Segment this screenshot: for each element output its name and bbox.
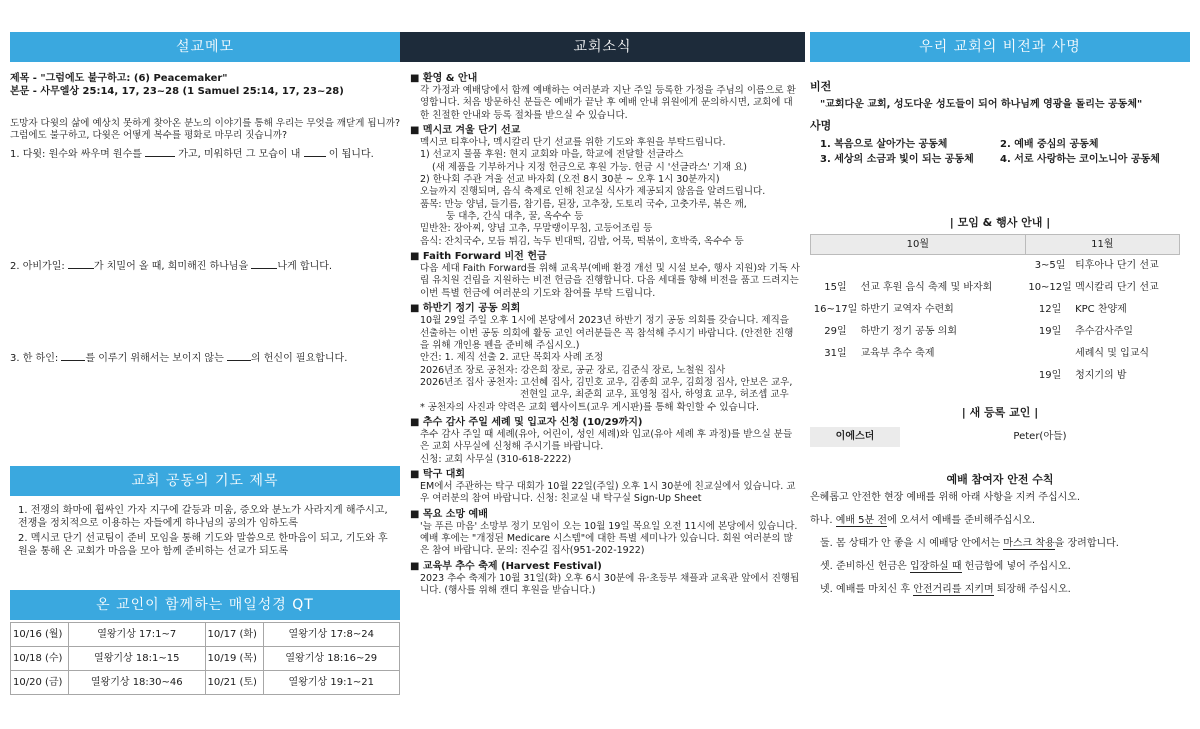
council-title: ■ 하반기 정기 공동 의회 bbox=[410, 303, 521, 315]
news-column bbox=[410, 70, 800, 597]
sermon-text: 본문 - 사무엘상 25:14, 17, 23~28 (1 Samuel 25:14, 17, 23~28) bbox=[10, 86, 344, 97]
vision-header: 우리 교회의 비전과 사명 bbox=[810, 32, 1190, 62]
events-title: | 모임 & 행사 안내 | bbox=[949, 215, 1051, 229]
prayer-list bbox=[10, 496, 400, 558]
event-name bbox=[861, 364, 1026, 386]
mexico-title: ■ 멕시코 겨울 단기 선교 bbox=[410, 125, 521, 137]
newmember-title: | 새 등록 교인 | bbox=[961, 406, 1039, 420]
news-header: 교회소식 bbox=[400, 32, 805, 62]
table-row bbox=[11, 623, 400, 647]
safety-title: 예배 참여자 안전 수칙 bbox=[946, 472, 1054, 486]
events-table bbox=[810, 234, 1180, 387]
newmember-row bbox=[810, 427, 1180, 447]
council-text: * 공천자의 사진과 약력은 교회 웹사이트(교우 게시판)를 통해 확인할 수 있습니다. bbox=[420, 401, 760, 413]
event-name: 티후아나 단기 선교 bbox=[1075, 260, 1159, 272]
event-date: 15일 bbox=[824, 281, 847, 293]
prayer-header: 교회 공동의 기도 제목 bbox=[10, 466, 400, 496]
qt-date: 10/21 (토) bbox=[205, 671, 263, 695]
safety-rule: 하나. 예배 5분 전에 오셔서 예배를 준비해주십시오. bbox=[810, 514, 1036, 526]
mission-label: 사명 bbox=[810, 119, 832, 133]
event-date: 3~5일 bbox=[1034, 260, 1066, 272]
event-date: 19일 bbox=[1038, 325, 1062, 337]
question-2: 2. 아비가일: 가 치밀어 올 때, 희미해진 하나님을 나게 합니다. bbox=[10, 260, 333, 272]
mission-row bbox=[810, 138, 1190, 151]
qt-date: 10/20 (금) bbox=[11, 671, 69, 695]
mexico-line: 멕시코 티후아나, 멕시칼리 단기 선교를 위한 기도와 후원을 부탁드립니다. bbox=[420, 137, 726, 149]
mexico-line: 품목: 만능 양념, 들기름, 참기름, 된장, 고추장, 도토리 국수, 고춧가루, 볶은 깨, bbox=[420, 198, 747, 210]
prayer-item: 1. 전쟁의 화마에 휩싸인 가자 지구에 갈등과 미움, 증오와 분노가 사라지게 해주시고, 전쟁을 정치적으로 이용하는 자들에게 하나님의 공의가 임하도록 bbox=[18, 505, 388, 529]
safety-rule: 셋. 준비하신 헌금은 입장하실 때 헌금함에 넣어 주십시오. bbox=[820, 560, 1071, 572]
event-name: 하반기 교역자 수련회 bbox=[860, 303, 954, 315]
safety-rules bbox=[810, 491, 1190, 596]
event-name: 선교 후원 음식 축제 및 바자회 bbox=[860, 281, 993, 293]
event-name: 교육부 추수 축제 bbox=[860, 347, 935, 359]
event-date: 10~12일 bbox=[1028, 281, 1072, 293]
mexico-line: 1) 선교지 물품 후원: 현지 교회와 마을, 학교에 전달할 선글라스 bbox=[420, 149, 684, 161]
baptism-contact: 신청: 교회 사무실 (310-618-2222) bbox=[420, 453, 572, 465]
table-row bbox=[11, 671, 400, 695]
qt-section bbox=[10, 590, 400, 695]
table-row bbox=[811, 276, 1180, 298]
newmember-name: 이에스더 bbox=[835, 431, 875, 443]
event-name: 추수감사주일 bbox=[1075, 325, 1134, 337]
mexico-line: 둥 대추, 간식 대추, 꿀, 옥수수 등 bbox=[446, 211, 584, 223]
mexico-line: 2) 한나회 주관 겨울 선교 바자회 (오전 8시 30분 ~ 오후 1시 30분까지) bbox=[420, 174, 720, 186]
qt-passage: 열왕기상 18:16~29 bbox=[263, 647, 400, 671]
qt-passage: 열왕기상 18:1~15 bbox=[69, 647, 206, 671]
event-date: 19일 bbox=[1038, 369, 1062, 381]
event-name: 멕시칼리 단기 선교 bbox=[1075, 281, 1159, 293]
table-row bbox=[11, 647, 400, 671]
safety-intro: 은혜롭고 안전한 현장 예배를 위해 아래 사항을 지켜 주십시오. bbox=[810, 491, 1081, 503]
harvest-title: ■ 교육부 추수 축제 (Harvest Festival) bbox=[410, 560, 602, 572]
table-row bbox=[811, 364, 1180, 386]
safety-rule: 둘. 몸 상태가 안 좋을 시 예배당 안에서는 마스크 착용을 장려합니다. bbox=[820, 537, 1119, 549]
pingpong-text: EM에서 주관하는 탁구 대회가 10월 22일(주일) 오후 1시 30분에 친교실에서 있습니다. 교우 여러분의 참여 바랍니다. 신청: 친교실 내 탁구실 Sign-Up Sheet bbox=[420, 480, 796, 505]
event-date: 16~17일 bbox=[813, 303, 858, 315]
council-text: 10월 29일 주일 오후 1시에 본당에서 2023년 하반기 정기 공동 의회를 갖습니다. 제직을 선출하는 이번 공동 의회에 활동 교인 여러분들은 꼭 참석해 주시기 바랍니다. (안전한 진행을 위해 개인용 펜을 준비해 주십시오.) bbox=[420, 315, 794, 351]
event-date: 12일 bbox=[1038, 303, 1062, 315]
qt-date: 10/17 (화) bbox=[205, 623, 263, 647]
sermon-intro: 도망자 다윗의 삶에 예상치 못하게 찾아온 분노의 이야기를 통해 우리는 무엇을 깨닫게 됩니까? 그럼에도 불구하고, 다윗은 어떻게 복수를 평화로 마무리 짓습니까? bbox=[10, 118, 401, 142]
welcome-title: ■ 환영 & 안내 bbox=[410, 73, 478, 84]
qt-date: 10/16 (월) bbox=[11, 623, 69, 647]
event-name bbox=[861, 254, 1026, 276]
pingpong-title: ■ 탁구 대회 bbox=[410, 468, 466, 480]
qt-passage: 열왕기상 17:1~7 bbox=[69, 623, 206, 647]
month-header-oct: 10월 bbox=[811, 234, 1026, 254]
qt-header: 온 교인이 함께하는 매일성경 QT bbox=[10, 590, 400, 620]
table-row bbox=[811, 320, 1180, 342]
sermon-column bbox=[10, 32, 400, 722]
faith-title: ■ Faith Forward 비전 헌금 bbox=[410, 251, 547, 263]
council-text: 2026년조 장로 공천자: 강은희 장로, 공균 장로, 김준식 장로, 노철원 집사 bbox=[420, 364, 726, 376]
event-date bbox=[811, 364, 861, 386]
event-name: 하반기 정기 공동 의회 bbox=[860, 325, 957, 337]
council-text: 안건: 1. 제직 선출 2. 교단 목회자 사례 조정 bbox=[420, 352, 604, 364]
mission-item: 4. 서로 사랑하는 코이노니아 공동체 bbox=[1000, 153, 1160, 165]
mexico-line: (새 제품을 기부하거나 지정 헌금으로 후원 가능. 헌금 시 '선글라스' 기재 요) bbox=[432, 161, 748, 173]
event-date bbox=[1025, 342, 1075, 364]
vision-label: 비전 bbox=[810, 80, 832, 93]
vision-text: "교회다운 교회, 성도다운 성도들이 되어 하나님께 영광을 돌리는 공동체" bbox=[820, 99, 1143, 111]
table-row bbox=[811, 298, 1180, 320]
sermon-header: 설교메모 bbox=[10, 32, 400, 62]
mexico-line: 밑반찬: 장아찌, 양념 고추, 무말랭이무침, 고등어조림 등 bbox=[420, 223, 653, 235]
newmember-detail: Peter(아들) bbox=[900, 427, 1180, 447]
table-row bbox=[811, 342, 1180, 364]
question-1: 1. 다윗: 원수와 싸우며 원수를 가고, 미워하던 그 모습이 내 이 됩니다. bbox=[10, 148, 374, 160]
table-row bbox=[811, 254, 1180, 276]
harvest-text: 2023 추수 축제가 10월 31일(화) 오후 6시 30분에 유·초등부 채플과 교육관 앞에서 진행됩니다. (행사를 위해 캔디 후원을 받습니다.) bbox=[420, 572, 800, 596]
qt-passage: 열왕기상 17:8~24 bbox=[263, 623, 400, 647]
prayer-item: 2. 멕시코 단기 선교팀이 준비 모임을 통해 기도와 말씀으로 한마음이 되고, 기도와 후원을 통해 온 교회가 마음을 모아 함께 준비하는 선교가 되도록 bbox=[18, 533, 388, 557]
mexico-line: 음식: 잔치국수, 모듬 튀김, 녹두 빈대떡, 김밥, 어묵, 떡볶이, 호박죽, 옥수수 등 bbox=[420, 235, 744, 247]
prayer-section bbox=[10, 466, 400, 560]
mission-item: 2. 예배 중심의 공동체 bbox=[1000, 138, 1099, 150]
faith-text: 다음 세대 Faith Forward를 위해 교육부(예배 환경 개선 및 시설 보수, 행사 지원)와 기독 사립 유치원 건립을 지원하는 비전 헌금을 진행합니다. 다음 세대를 향해 비전을 품고 드려지는 이번 특별 헌금에 여러분의 기도와 참여를 부탁 드립니다. bbox=[420, 263, 800, 299]
mission-row bbox=[810, 153, 1190, 166]
qt-table bbox=[10, 622, 400, 695]
welcome-text: 각 가정과 예배당에서 함께 예배하는 여러분과 지난 주일 등록한 가정을 주님의 이름으로 환영합니다. 처음 방문하신 분들은 예배가 끝난 후 예배 안내 위원에게 문의하시면, 교회에 대한 친절한 안내와 등록 절차를 받으실 수 있습니다. bbox=[420, 85, 796, 121]
month-header-nov: 11월 bbox=[1025, 234, 1179, 254]
qt-passage: 열왕기상 18:30~46 bbox=[69, 671, 206, 695]
sojang-text: '늘 푸른 마음' 소망부 정기 모임이 오는 10월 19일 목요일 오전 11시에 본당에서 있습니다. 예배 후에는 "개정된 Medicare 시스템"에 대한 특별 세미나가 있습니다. 회원 여러분의 많은 참여 바랍니다. 문의: 진수길 집사(951-202-1922) bbox=[420, 520, 798, 557]
council-text: 2026년조 집사 공천자: 고선혜 집사, 김민호 교우, 김종희 교우, 김희정 집사, 안보은 교우, bbox=[420, 376, 793, 388]
event-date bbox=[811, 254, 861, 276]
mission-item: 1. 복음으로 살아가는 공동체 bbox=[820, 138, 948, 150]
event-date: 29일 bbox=[824, 325, 847, 337]
question-3: 3. 한 하인: 를 이루기 위해서는 보이지 않는 의 헌신이 필요합니다. bbox=[10, 352, 348, 364]
table-row bbox=[811, 234, 1180, 254]
baptism-title: ■ 추수 감사 주일 세례 및 입교자 신청 (10/29까지) bbox=[410, 416, 643, 428]
qt-date: 10/19 (목) bbox=[205, 647, 263, 671]
sermon-title: 제목 - "그럼에도 불구하고: (6) Peacemaker" bbox=[10, 73, 228, 84]
event-date: 31일 bbox=[824, 347, 847, 359]
qt-passage: 열왕기상 19:1~21 bbox=[263, 671, 400, 695]
safety-rule: 넷. 예배를 마치신 후 안전거리를 지키며 퇴장해 주십시오. bbox=[820, 583, 1071, 595]
council-text: 전현일 교우, 최준희 교우, 표영청 집사, 하영효 교우, 허조셉 교우 bbox=[520, 389, 789, 401]
sojang-title: ■ 목요 소망 예배 bbox=[410, 508, 488, 520]
mission-item: 3. 세상의 소금과 빛이 되는 공동체 bbox=[820, 153, 974, 165]
event-name: 청지기의 밤 bbox=[1075, 369, 1127, 381]
qt-date: 10/18 (수) bbox=[11, 647, 69, 671]
baptism-text: 추수 감사 주일 때 세례(유아, 어린이, 성인 세례)와 입교(유아 세례 후 과정)를 받으실 분들은 교회 사무실에 신청해 주시기를 바랍니다. bbox=[420, 428, 793, 453]
mexico-line: 오늘까지 진행되며, 음식 축제로 인해 친교실 식사가 제공되지 않음을 알려드립니다. bbox=[420, 186, 766, 198]
event-name: KPC 찬양제 bbox=[1075, 303, 1127, 315]
vision-column bbox=[810, 80, 1190, 606]
event-name: 세례식 및 입교식 bbox=[1075, 347, 1150, 359]
